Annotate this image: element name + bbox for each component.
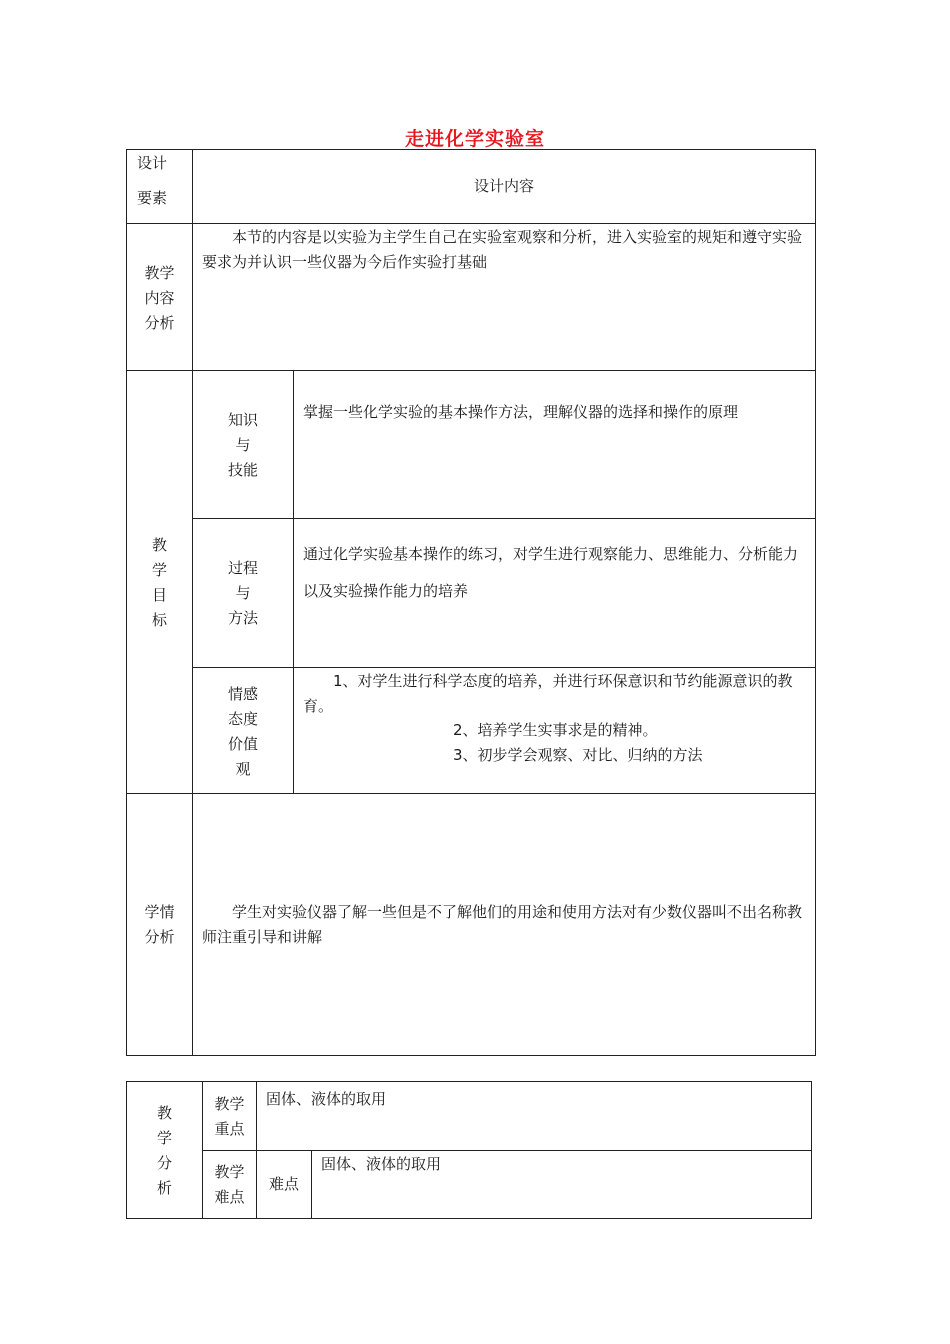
emotion-label-3: 价值 [227, 735, 258, 753]
header-col1-line2: 要素 [137, 189, 168, 207]
difficulty-sublabel: 难点 [268, 1175, 299, 1193]
student-analysis-label-1: 学情 [144, 903, 175, 921]
knowledge-label-3: 技能 [227, 461, 258, 479]
difficulty-label-1: 教学 [214, 1163, 245, 1181]
content-analysis-label-1: 教学 [144, 264, 175, 282]
content-analysis-label-3: 分析 [144, 314, 175, 332]
key-point-text: 固体、液体的取用 [266, 1090, 387, 1108]
objectives-label-2: 学 [151, 561, 167, 579]
emotion-label-1: 情感 [227, 685, 258, 703]
header-col1-line1: 设计 [137, 154, 168, 172]
knowledge-label-1: 知识 [227, 411, 258, 429]
emotion-item-3: 3、初步学会观察、对比、归纳的方法 [453, 746, 703, 764]
objectives-label-1: 教 [151, 536, 167, 554]
teaching-analysis-label-2: 学 [156, 1129, 172, 1147]
knowledge-text-cell [293, 370, 816, 519]
content-analysis-text: 本节的内容是以实验为主学生自己在实验室观察和分析，进入实验室的规矩和遵守实验要求为并认识一些仪器为今后作实验打基础 [202, 228, 803, 271]
process-label-3: 方法 [227, 609, 258, 627]
teaching-analysis-label-1: 教 [156, 1104, 172, 1122]
process-text: 通过化学实验基本操作的练习，对学生进行观察能力、思维能力、分析能力以及实验操作能力的培养 [303, 545, 799, 600]
emotion-label-4: 观 [235, 760, 251, 778]
knowledge-label-2: 与 [235, 436, 251, 454]
objectives-label-4: 标 [151, 611, 167, 629]
teaching-analysis-label-3: 分 [156, 1154, 172, 1172]
key-point-label-1: 教学 [214, 1095, 245, 1113]
key-point-label-2: 重点 [214, 1120, 245, 1138]
process-label-2: 与 [235, 584, 251, 602]
process-label-1: 过程 [227, 559, 258, 577]
student-analysis-label-2: 分析 [144, 928, 175, 946]
difficulty-label-2: 难点 [214, 1188, 245, 1206]
teaching-analysis-label-4: 析 [156, 1179, 172, 1197]
document-title: 走进化学实验室 [404, 128, 545, 150]
emotion-item-1: 1、对学生进行科学态度的培养，并进行环保意识和节约能源意识的教育。 [303, 672, 793, 715]
emotion-item-2: 2、培养学生实事求是的精神。 [453, 721, 658, 739]
student-analysis-text: 学生对实验仪器了解一些但是不了解他们的用途和使用方法对有少数仪器叫不出名称教师注重引导和讲解 [202, 903, 803, 946]
objectives-label-3: 目 [151, 586, 167, 604]
emotion-label-2: 态度 [227, 710, 258, 728]
content-analysis-label-2: 内容 [144, 289, 175, 307]
knowledge-text: 掌握一些化学实验的基本操作方法，理解仪器的选择和操作的原理 [303, 403, 739, 421]
header-col2-text: 设计内容 [473, 177, 534, 195]
difficulty-text: 固体、液体的取用 [321, 1155, 442, 1173]
